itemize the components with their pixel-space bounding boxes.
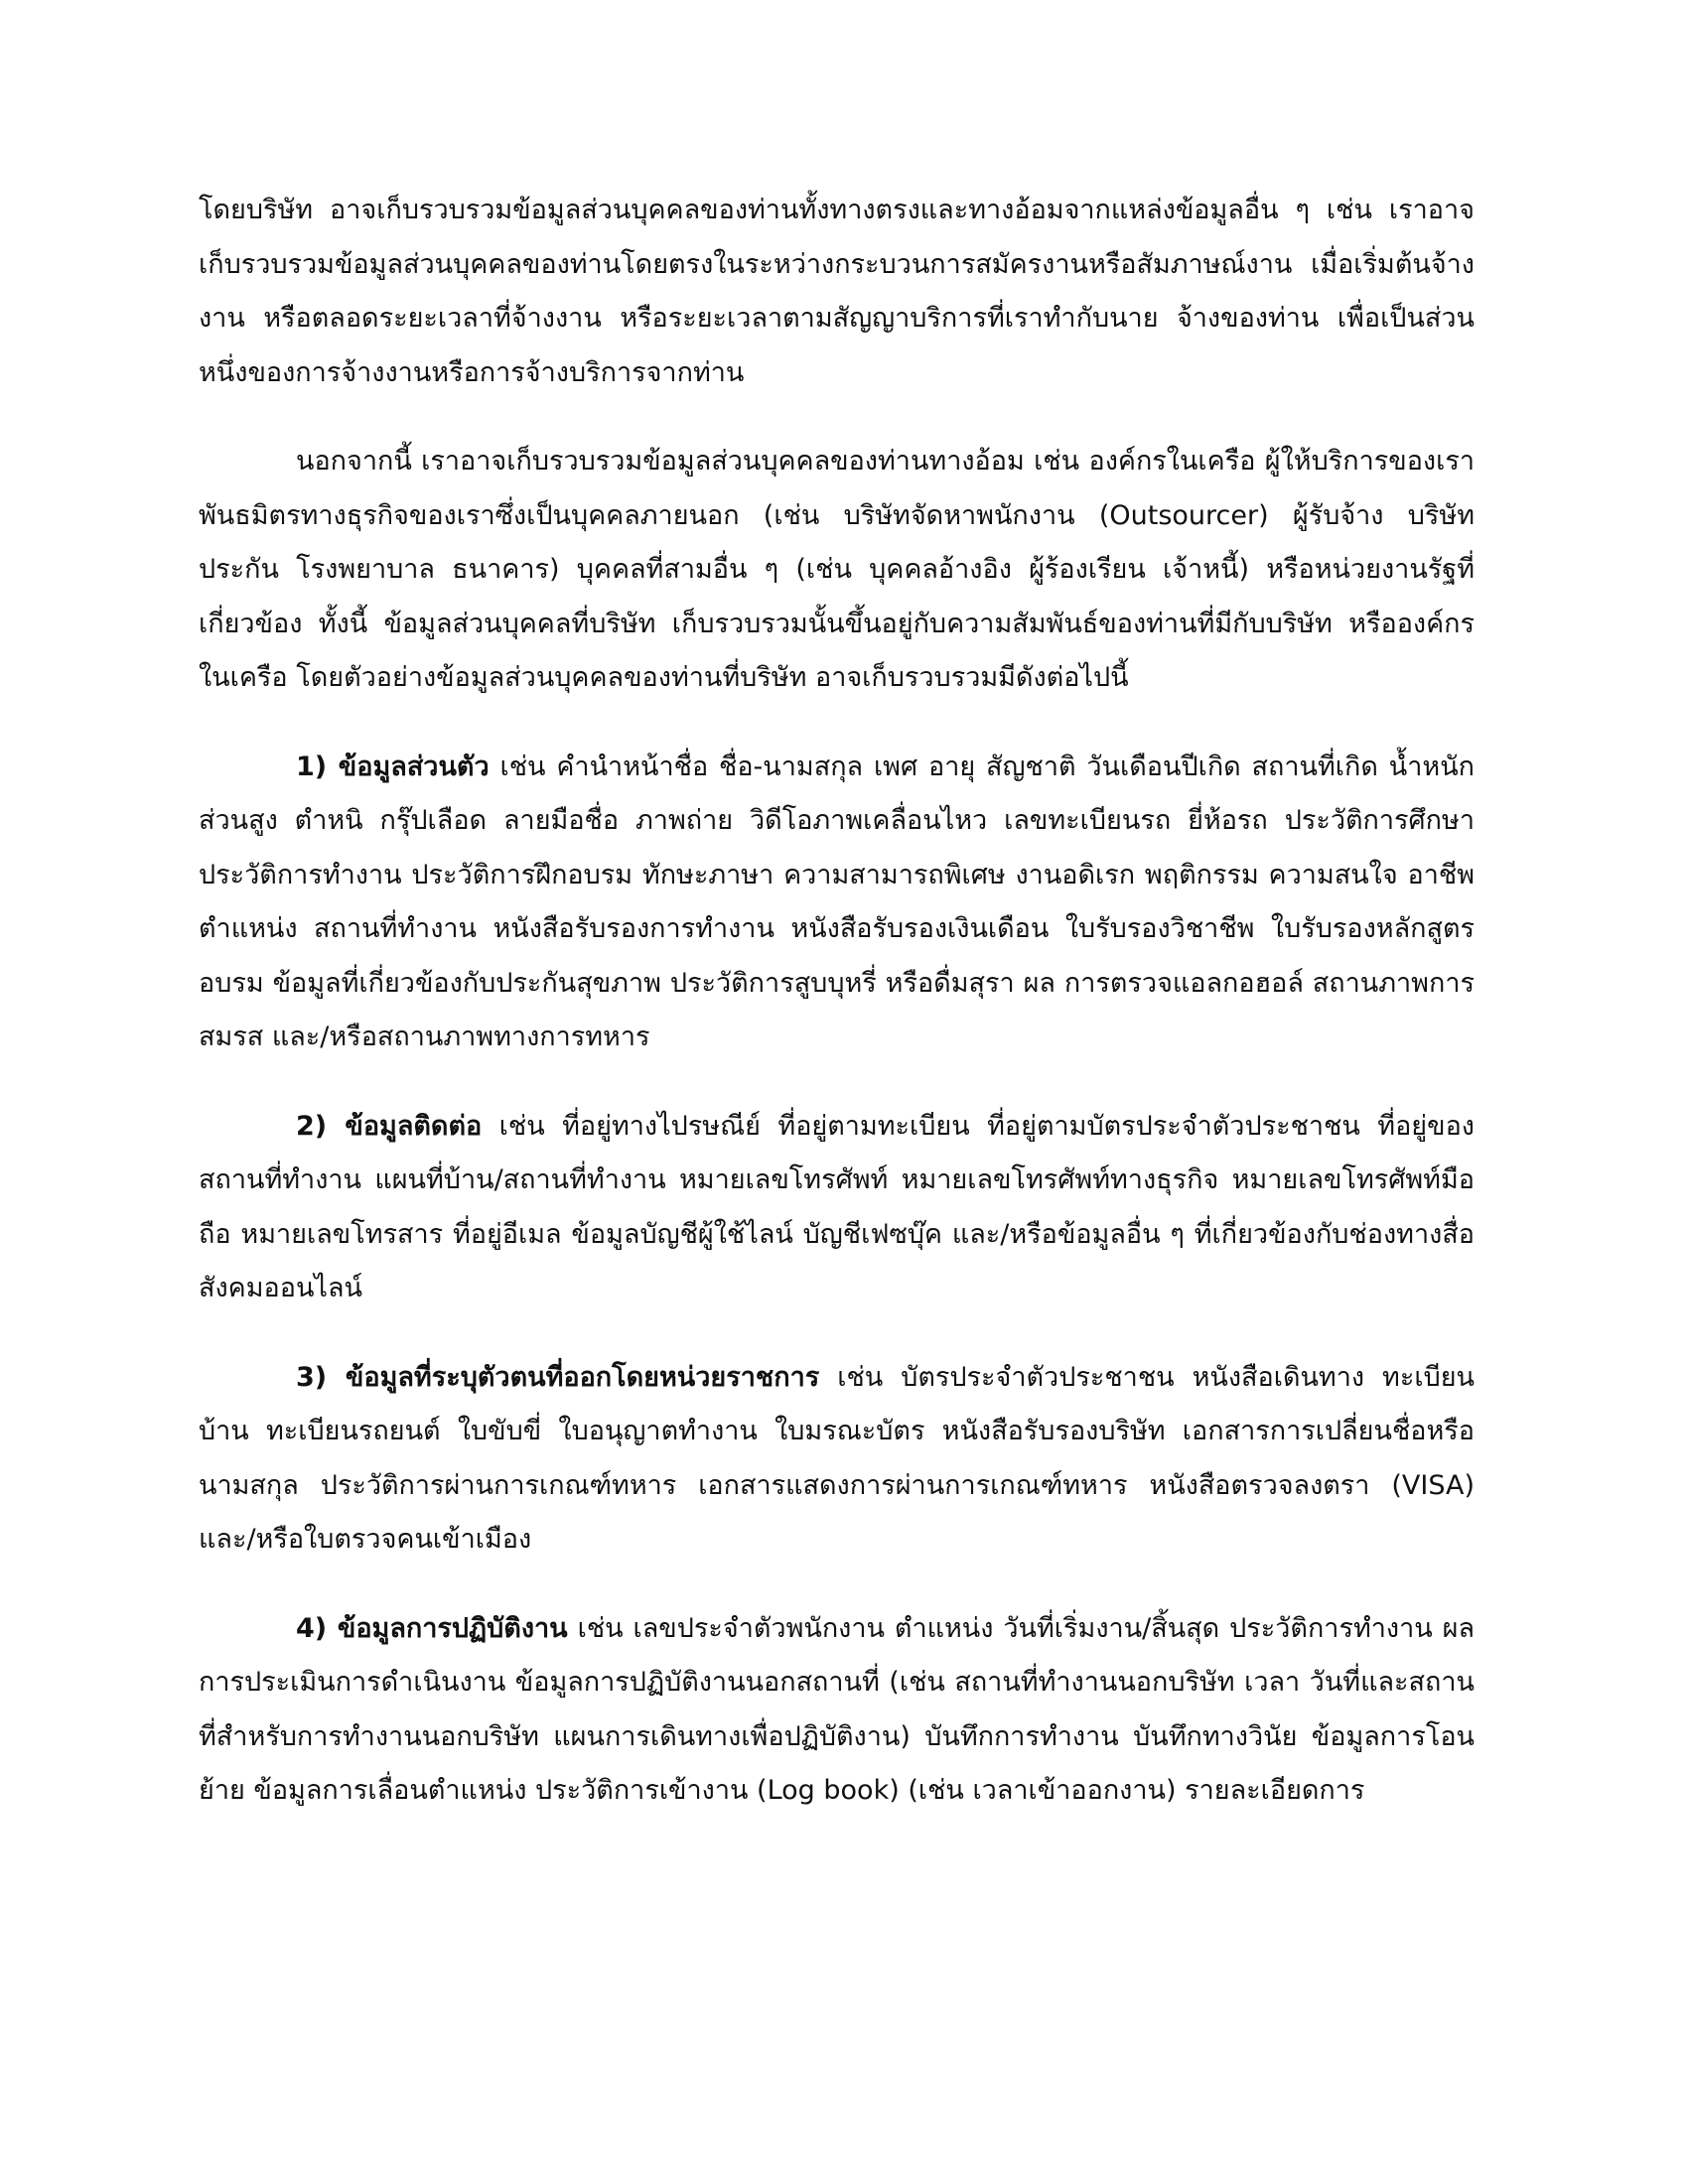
paragraph-government-id-data <box>199 1351 1475 1568</box>
paragraph-indirect-collection <box>199 435 1475 706</box>
paragraph-text: เช่น เลขประจำตัวพนักงาน ตำแหน่ง วันที่เริ่มงาน/สิ้นสุด ประวัติการทำงาน ผลการประเมินการดำเนินงาน ข้อมูลการปฏิบัติงานนอกสถานที่ (เช่น สถานที่ทำงานนอกบริษัท เวลา วันที่และสถานที่สำหรับการทำงานนอกบริษัท แผนการเดินทางเพื่อปฏิบัติงาน) บันทึกการทำงาน บันทึกทางวินัย ข้อมูลการโอนย้าย ข้อมูลการเลื่อนตำแหน่ง ประวัติการเข้างาน (Log book) (เช่น เวลาเข้าออกงาน) รายละเอียดการ <box>199 1612 1476 1806</box>
paragraph-heading: 2) ข้อมูลติดต่อ <box>296 1110 483 1142</box>
paragraph-heading: 1) ข้อมูลส่วนตัว <box>296 751 490 782</box>
paragraph-heading: 3) ข้อมูลที่ระบุตัวตนที่ออกโดยหน่วยราชการ <box>296 1361 820 1393</box>
paragraph-personal-data <box>199 741 1475 1065</box>
paragraph-heading: 4) ข้อมูลการปฏิบัติงาน <box>296 1612 568 1644</box>
paragraph-work-performance-data <box>199 1602 1475 1819</box>
paragraph-text: เช่น บัตรประจำตัวประชาชน หนังสือเดินทาง ทะเบียนบ้าน ทะเบียนรถยนต์ ใบขับขี่ ใบอนุญาตทำงาน ใบมรณะบัตร หนังสือรับรองบริษัท เอกสารการเปลี่ยนชื่อหรือนามสกุล ประวัติการผ่านการเกณฑ์ทหาร เอกสารแสดงการผ่านการเกณฑ์ทหาร หนังสือตรวจลงตรา (VISA) และ/หรือใบตรวจคนเข้าเมือง <box>199 1361 1475 1555</box>
paragraph-text: โดยบริษัท อาจเก็บรวบรวมข้อมูลส่วนบุคคลของท่านทั้งทางตรงและทางอ้อมจากแหล่งข้อมูลอื่น ๆ เช่น เราอาจเก็บรวบรวมข้อมูลส่วนบุคคลของท่านโดยตรงในระหว่างกระบวนการสมัครงานหรือสัมภาษณ์งาน เมื่อเริ่มต้นจ้างงาน หรือตลอดระยะเวลาที่จ้างงาน หรือระยะเวลาตามสัญญาบริการที่เราทำกับนาย จ้างของท่าน เพื่อเป็นส่วนหนึ่งของการจ้างงานหรือการจ้างบริการจากท่าน <box>199 195 1475 388</box>
paragraph-text: เช่น คำนำหน้าชื่อ ชื่อ-นามสกุล เพศ อายุ สัญชาติ วันเดือนปีเกิด สถานที่เกิด น้ำหนัก ส่วนสูง ตำหนิ กรุ๊ปเลือด ลายมือชื่อ ภาพถ่าย วิดีโอภาพเคลื่อนไหว เลขทะเบียนรถ ยี่ห้อรถ ประวัติการศึกษา ประวัติการทำงาน ประวัติการฝึกอบรม ทักษะภาษา ความสามารถพิเศษ งานอดิเรก พฤติกรรม ความสนใจ อาชีพ ตำแหน่ง สถานที่ทำงาน หนังสือรับรองการทำงาน หนังสือรับรองเงินเดือน ใบรับรองวิชาชีพ ใบรับรองหลักสูตรอบรม ข้อมูลที่เกี่ยวข้องกับประกันสุขภาพ ประวัติการสูบบุหรี่ หรือดื่มสุรา ผล การตรวจแอลกอฮอล์ สถานภาพการสมรส และ/หรือสถานภาพทางการทหาร <box>199 751 1475 1052</box>
paragraph-collection-methods <box>199 184 1475 400</box>
paragraph-contact-data <box>199 1100 1475 1316</box>
paragraph-text: นอกจากนี้ เราอาจเก็บรวบรวมข้อมูลส่วนบุคคลของท่านทางอ้อม เช่น องค์กรในเครือ ผู้ให้บริการของเรา พันธมิตรทางธุรกิจของเราซึ่งเป็นบุคคลภายนอก (เช่น บริษัทจัดหาพนักงาน (Outsourcer) ผู้รับจ้าง บริษัทประกัน โรงพยาบาล ธนาคาร) บุคคลที่สามอื่น ๆ (เช่น บุคคลอ้างอิง ผู้ร้องเรียน เจ้าหนี้) หรือหน่วยงานรัฐที่เกี่ยวข้อง ทั้งนี้ ข้อมูลส่วนบุคคลที่บริษัท เก็บรวบรวมนั้นขึ้นอยู่กับความสัมพันธ์ของท่านที่มีกับบริษัท หรือองค์กรในเครือ โดยตัวอย่างข้อมูลส่วนบุคคลของท่านที่บริษัท อาจเก็บรวบรวมมีดังต่อไปนี้ <box>199 446 1475 693</box>
paragraph-text: เช่น ที่อยู่ทางไปรษณีย์ ที่อยู่ตามทะเบียน ที่อยู่ตามบัตรประจำตัวประชาชน ที่อยู่ของสถานที่ทำงาน แผนที่บ้าน/สถานที่ทำงาน หมายเลขโทรศัพท์ หมายเลขโทรศัพท์ทางธุรกิจ หมายเลขโทรศัพท์มือถือ หมายเลขโทรสาร ที่อยู่อีเมล ข้อมูลบัญชีผู้ใช้ไลน์ บัญชีเฟซบุ๊ค และ/หรือข้อมูลอื่น ๆ ที่เกี่ยวข้องกับช่องทางสื่อสังคมออนไลน์ <box>199 1110 1475 1303</box>
document-body <box>199 184 1475 1819</box>
